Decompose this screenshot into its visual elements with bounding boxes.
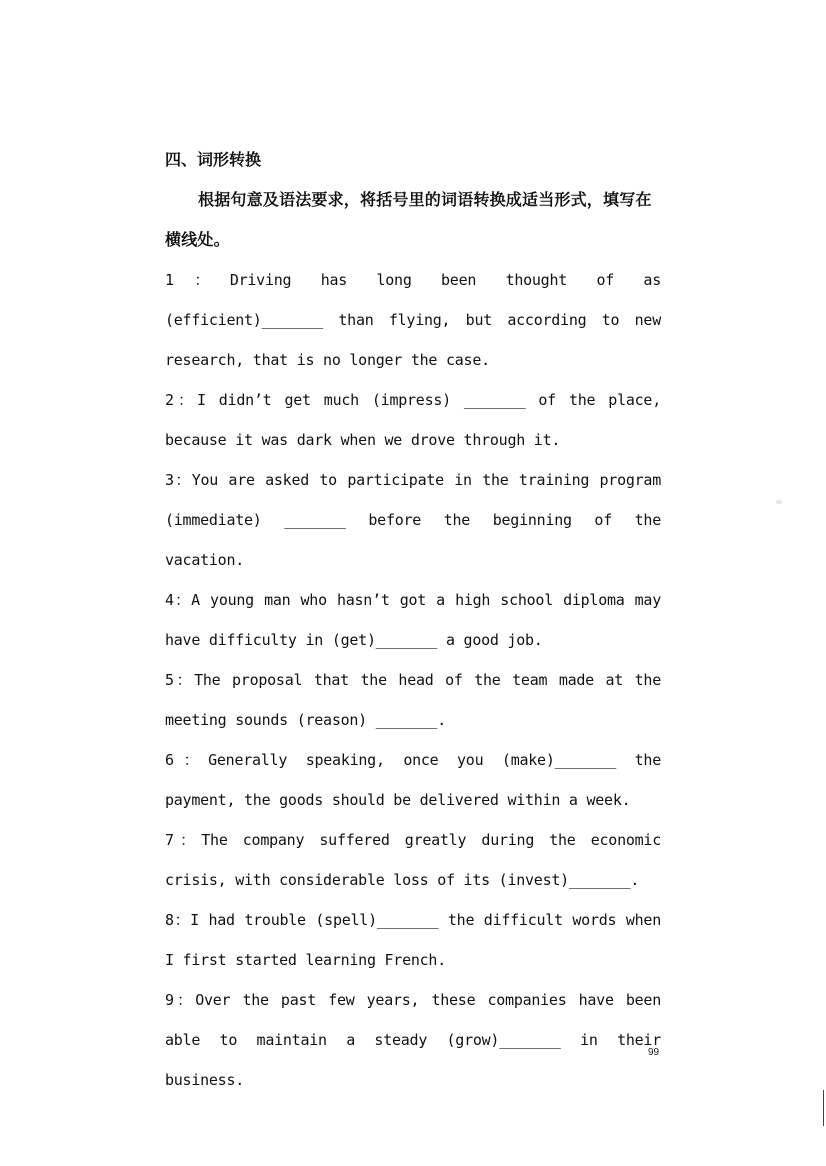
- section-heading: 四、词形转换: [165, 150, 262, 169]
- exercise-item-4: 4：A young man who hasn’t got a high school diploma may have difficulty in (get)_______ a good job.: [165, 591, 661, 649]
- exercise-item-8: 8：I had trouble (spell)_______ the difficult words when I first started learning French.: [165, 911, 661, 969]
- scan-speck: [776, 500, 782, 504]
- exercise-list: [165, 260, 661, 1100]
- exercise-item-3: 3：You are asked to participate in the training program (immediate) _______ before the beginning of the vacation.: [165, 471, 661, 569]
- exercise-item-7: 7：The company suffered greatly during the economic crisis, with considerable loss of its (invest)_______.: [165, 831, 661, 889]
- exercise-item-6: 6：Generally speaking, once you (make)_______ the payment, the goods should be delivered within a week.: [165, 751, 661, 809]
- exercise-item-2: 2：I didn’t get much (impress) _______ of the place, because it was dark when we drove through it.: [165, 391, 661, 449]
- exercise-section: [165, 146, 661, 1100]
- scan-edge-mark: [823, 1090, 824, 1126]
- exercise-item-1: 1：Driving has long been thought of as (efficient)_______ than flying, but according to new research, that is no longer the case.: [165, 271, 661, 369]
- page-number: 99: [648, 1047, 660, 1058]
- exercise-item-9: 9：Over the past few years, these companies have been able to maintain a steady (grow)_______ in their business.: [165, 991, 661, 1089]
- exercise-item-5: 5：The proposal that the head of the team made at the meeting sounds (reason) _______.: [165, 671, 661, 729]
- section-instruction: 根据句意及语法要求，将括号里的词语转换成适当形式，填写在横线处。: [165, 190, 652, 249]
